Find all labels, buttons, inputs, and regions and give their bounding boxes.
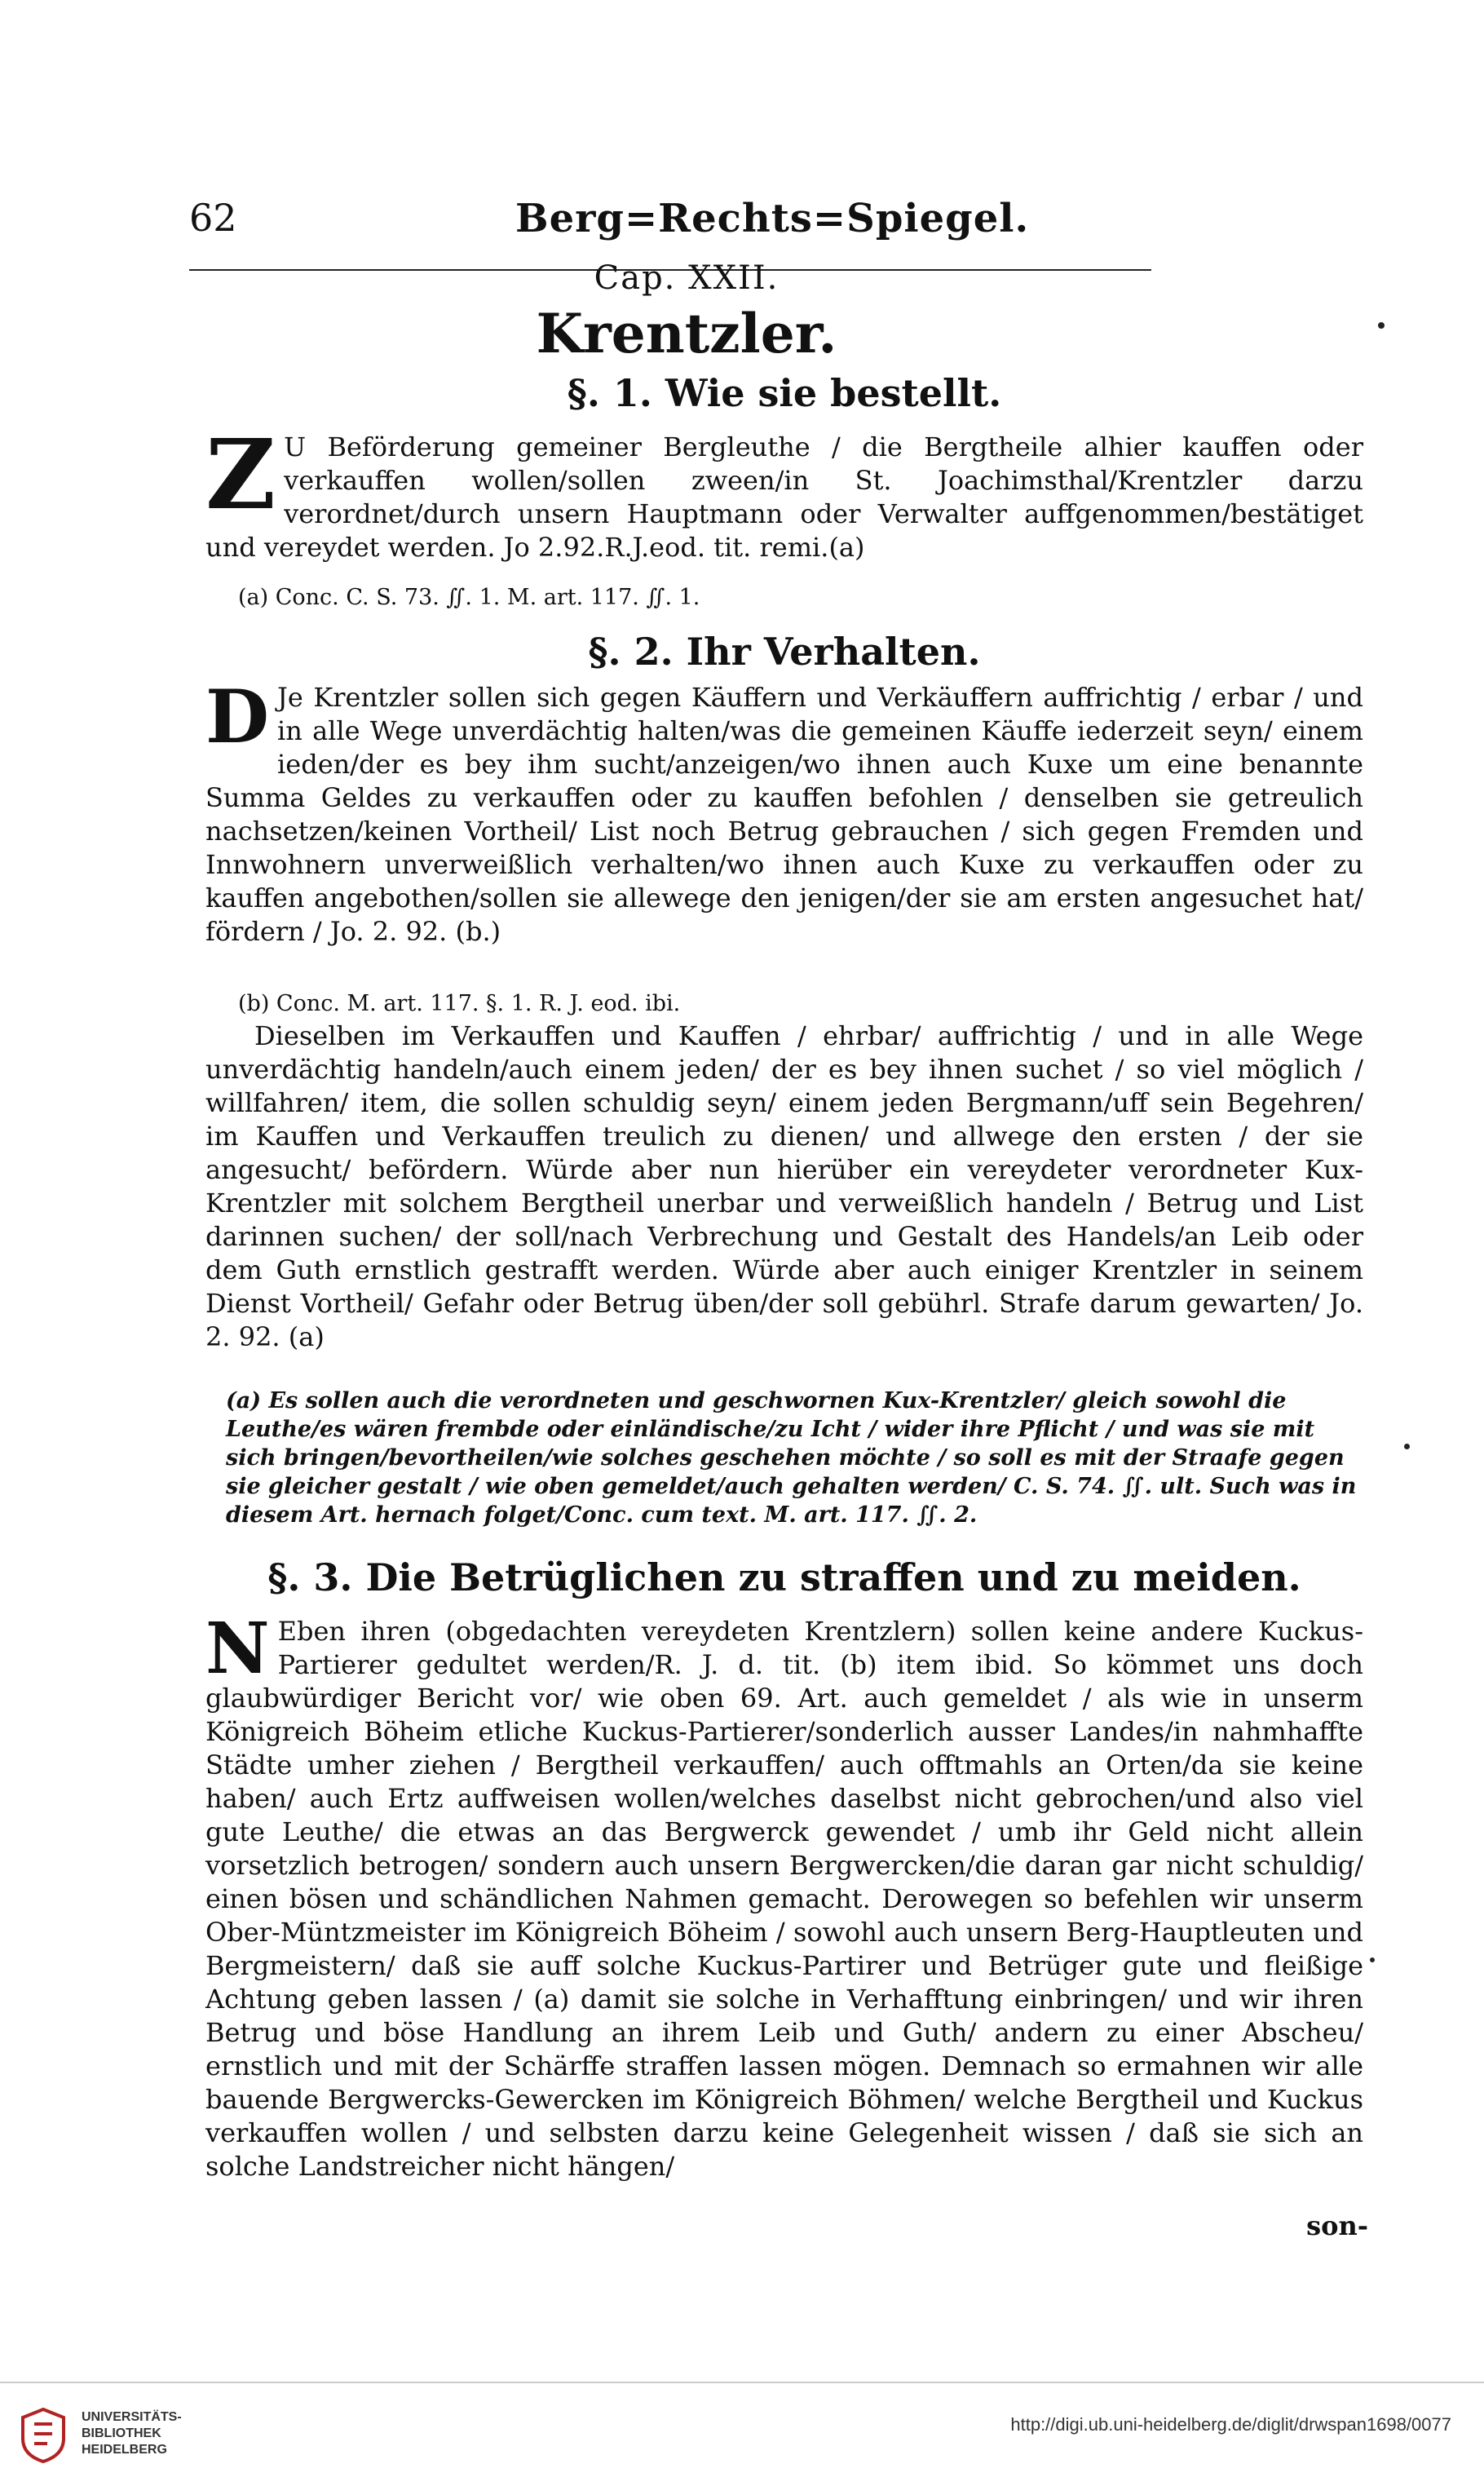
scan-speck	[1378, 322, 1385, 329]
library-seal-icon	[18, 2406, 68, 2465]
paragraph-text: Eben ihren (obgedachten vereydeten Krentzlern) sollen keine andere Kuckus-Partierer gedultet werden/R. J. d. tit. (b) item ibid. So kömmet uns doch glaubwürdiger Bericht vor/ wie oben 69. Art. auch gemeldet / als wie in unserm Königreich Böheim etliche Kuckus-Partierer/sonderlich ausser Landes/in nahmhaffte Städte umher ziehen / Bergtheil verkauffen/ auch offtmahls an Orten/da sie keine haben/ auch Ertz auffweisen wollen/welches daselbst nicht gebrochen/und also viel gute Leuthe/ die etwas an das Bergwerck gewendet / umb ihr Geld nicht allein vorsetzlich betrogen/ sondern auch unsern Bergwercken/die daran gar nicht schuldig/ einen bösen und schändlichen Nahmen gemacht. Derowegen so befehlen wir unserm Ober-Müntzmeister im Königreich Böheim / sowohl auch unsern Berg-Hauptleuten und Bergmeistern/ daß sie auff solche Kuckus-Partirer und Betrüger gute und fleißige Achtung geben lassen / (a) damit sie solche in Verhafftung einbringen/ und wir ihren Betrug und böse Handlung an ihrem Leib und Guth/ andern zu einer Abscheu/ ernstlich und mit der Schärffe straffen lassen mögen. Demnach so ermahnen wir alle bauende Bergwercks-Gewercken im Königreich Böhmen/ welche Bergtheil und Kuckus verkauffen wollen / und selbsten darzu keine Gelegenheit wissen / daß sie sich an solche Landstreicher nicht hängen/	[205, 1616, 1363, 2182]
footnote-a-1: (a) Conc. C. S. 73. ∬. 1. M. art. 117. ∬. 1.	[238, 585, 700, 610]
catchword: son-	[1306, 2210, 1368, 2241]
running-head	[189, 196, 1380, 253]
scan-speck	[1370, 1957, 1375, 1962]
book-page	[189, 171, 1380, 2325]
library-logo-text	[82, 2409, 182, 2458]
library-name-line-2: BIBLIOTHEK	[82, 2426, 161, 2440]
section-2-paragraph	[205, 674, 1363, 949]
running-title: Berg=Rechts=Spiegel.	[515, 196, 1030, 241]
section-3-paragraph	[205, 1608, 1363, 2183]
drop-cap: N	[205, 1608, 270, 1690]
section-heading-1: §. 1. Wie sie bestellt.	[567, 371, 1002, 415]
library-name-line-1: UNIVERSITÄTS-	[82, 2410, 182, 2424]
paragraph-text: Je Krentzler sollen sich gegen Käuffern und Verkäuffern auffrichtig / erbar / und in alle Wege unverdächtig halten/was die gemeinen Käuffe iederzeit seyn/ einem ieden/der es bey ihm sucht/anzeigen/wo ihnen auch Kuxe um eine benannte Summa Geldes zu verkauffen oder zu kauffen befohlen / denselben sie getreulich nachsetzen/keinen Vortheil/ List noch Betrug gebrauchen / sich gegen Fremden und Innwohnern unverweißlich verhalten/wo ihnen auch Kuxe zu verkauffen oder zu kauffen angebothen/sollen sie allewege den jenigen/der sie am ersten angesuchet hat/ fördern / Jo. 2. 92. (b.)	[205, 682, 1363, 947]
page-number: 62	[189, 196, 237, 240]
chapter-title: Krentzler.	[536, 302, 837, 365]
section-1-paragraph	[205, 418, 1363, 564]
scan-speck	[1404, 1444, 1410, 1449]
drop-cap: D	[205, 674, 270, 760]
paragraph-text: U Beförderung gemeiner Bergleuthe / die Bergtheile alhier kauffen oder verkauffen wollen/sollen zween/in St. Joachimsthal/Krentzler darzu verordnet/durch unsern Hauptmann oder Verwalter auffgenommen/bestätiget und vereydet werden. Jo 2.92.R.J.eod. tit. remi.(a)	[205, 431, 1363, 563]
section-2-paragraph-2: Dieselben im Verkauffen und Kauffen / ehrbar/ auffrichtig / und in alle Wege unverdächtig handeln/auch einem jeden/ der es bey ihnen suchet / so viel möglich / willfahren/ item, die sollen schuldig seyn/ einem jeden Bergmann/uff sein Begehren/ im Kauffen und Verkauffen treulich zu dienen/ und allwege den ersten / der sie angesucht/ befördern. Würde aber nun hierüber ein vereydeter verordneter Kux-Krentzler mit solchem Bergtheil unerbar und verweißlich handeln / Betrug und List darinnen suchen/ der soll/nach Verbrechung und Gestalt des Handels/an Leib oder dem Guth ernstlich gestrafft werden. Würde aber auch einiger Krentzler in seinem Dienst Vortheil/ Gefahr oder Betrug üben/der soll gebührl. Strafe darum gewarten/ Jo. 2. 92. (a)	[205, 1020, 1363, 1352]
chapter-number: Cap. XXII.	[594, 259, 780, 297]
section-heading-2: §. 2. Ihr Verhalten.	[588, 630, 981, 674]
drop-cap: Z	[205, 418, 276, 531]
section-heading-3: §. 3. Die Betrüglichen zu straffen und zu meiden.	[267, 1555, 1301, 1599]
library-name-line-3: HEIDELBERG	[82, 2443, 167, 2457]
footnote-b: (b) Conc. M. art. 117. §. 1. R. J. eod. ibi.	[238, 991, 681, 1016]
viewer-footer	[0, 2382, 1484, 2486]
permalink-url[interactable]: http://digi.ub.uni-heidelberg.de/diglit/drwspan1698/0077	[1010, 2414, 1451, 2435]
footer-rule	[0, 2382, 1484, 2383]
footnote-a-2: (a) Es sollen auch die verordneten und geschwornen Kux-Krentzler/ gleich sowohl die Leuthe/es wären frembde oder einländische/zu Icht / wider ihre Pflicht / und was sie mit sich bringen/bevortheilen/wie solches geschehen möchte / so soll es mit der Straafe gegen sie gleicher gestalt / wie oben gemeldet/auch gehalten werden/ C. S. 74. ∬. ult. Such was in diesem Art. hernach folget/Conc. cum text. M. art. 117. ∬. 2.	[226, 1388, 1357, 1528]
